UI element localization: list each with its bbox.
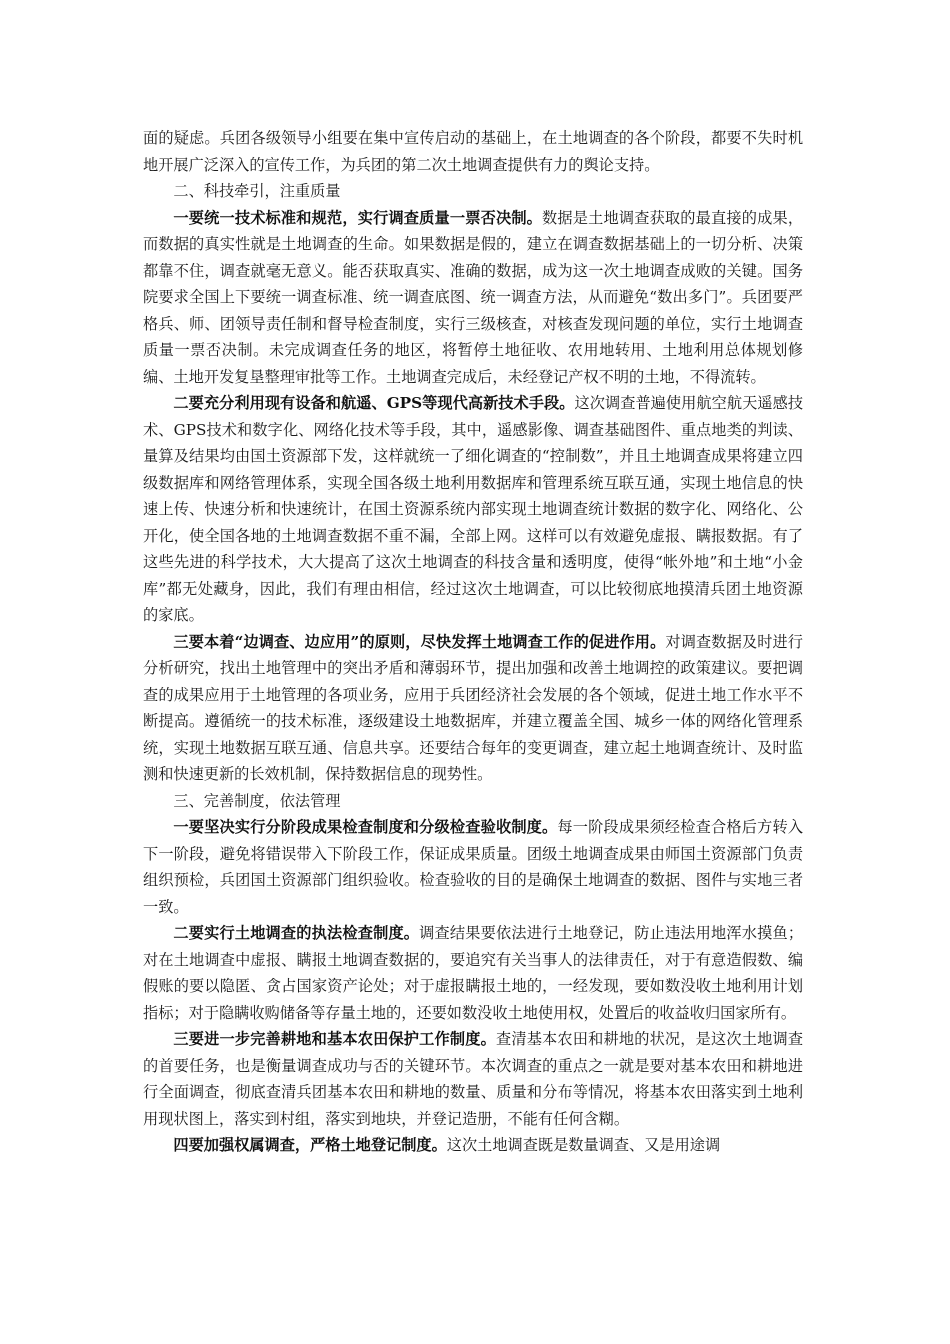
document-page <box>143 125 803 1159</box>
paragraph-lead: 三要本着“边调查、边应用”的原则，尽快发挥土地调查工作的促进作用。 <box>173 632 666 651</box>
paragraph-lead: 三要进一步完善耕地和基本农田保护工作制度。 <box>173 1030 496 1048</box>
paragraph-text: 对调查数据及时进行分析研究，找出土地管理中的突出矛盾和薄弱环节，提出加强和改善土地调控的政策建议。要把调查的成果应用于土地管理的各项业务，应用于兵团经济社会发展的各个领域，促进土地工作水平不断提高。遵循统一的技术标准，逐级建设土地数据库，并建立覆盖全国、城乡一体的网络化管理系统，实现土地数据互联互通、信息共享。还要结合每年的变更调查，建立起土地调查统计、及时监测和快速更新的长效机制，保持数据信息的现势性。 <box>143 632 803 783</box>
heading-text: 三、完善制度，依法管理 <box>173 791 341 810</box>
paragraph-lead: 四要加强权属调查，严格土地登记制度。 <box>173 1136 447 1154</box>
paragraph-text: 这次土地调查既是数量调查、又是用途调 <box>446 1136 721 1154</box>
paragraph-text: 这次调查普遍使用航空航天遥感技术、GPS技术和数字化、网络化技术等手段，其中，遥感影像、调查基础图件、重点地类的判读、量算及结果均由国土资源部下发，这样就统一了细化调查的“控制数”，并且土地调查成果将建立四级数据库和网络管理体系，实现全国各级土地利用数据库和管理系统互联互通，实现土地信息的快速上传、快速分析和快速统计，在国土资源系统内部实现土地调查统计数据的数字化、网络化、公开化，使全国各地的土地调查数据不重不漏，全部上网。这样可以有效避免虚报、瞒报数据。有了这些先进的科学技术，大大提高了这次土地调查的科技含量和透明度，使得“帐外地”和土地“小金库”都无处藏身，因此，我们有理由相信，经过这次土地调查，可以比较彻底地摸清兵团土地资源的家底。 <box>143 394 804 624</box>
paragraph-text: 调查结果要依法进行土地登记，防止违法用地浑水摸鱼；对在土地调查中虚报、瞒报土地调查数据的，要追究有关当事人的法律责任，对于有意造假数、编假账的要以隐匿、贪占国家资产论处；对于虚报瞒报土地的，一经发现，要如数没收土地利用计划指标；对于隐瞒收购储备等存量土地的，还要如数没收土地使用权，处置后的收益收归国家所有。 <box>143 924 804 1022</box>
section-heading-2 <box>143 178 803 205</box>
paragraph-3 <box>143 205 803 391</box>
paragraph-text: 查清基本农田和耕地的状况，是这次土地调查的首要任务，也是衡量调查成功与否的关键环节。本次调查的重点之一就是要对基本农田和耕地进行全面调查，彻底查清兵团基本农田和耕地的数量、质量和分布等情况，将基本农田落实到土地利用现状图上，落实到村组，落实到地块，并登记造册，不能有任何含糊。 <box>143 1030 804 1128</box>
section-heading-3 <box>143 788 803 815</box>
paragraph-text: 数据是土地调查获取的最直接的成果，而数据的真实性就是土地调查的生命。如果数据是假的，建立在调查数据基础上的一切分析、决策都靠不住，调查就毫无意义。能否获取真实、准确的数据，成为这一次土地调查成败的关键。国务院要求全国上下要统一调查标准、统一调查底图、统一调查方法，从而避免“数出多门”。兵团要严格兵、师、团领导责任制和督导检查制度，实行三级核查，对核查发现问题的单位，实行土地调查质量一票否决制。未完成调查任务的地区，将暂停土地征收、农用地转用、土地利用总体规划修编、土地开发复垦整理审批等工作。土地调查完成后，未经登记产权不明的土地，不得流转。 <box>143 208 804 386</box>
paragraph-5 <box>143 629 803 788</box>
paragraph-lead: 二要充分利用现有设备和航遥、GPS等现代高新技术手段。 <box>173 394 575 412</box>
paragraph-text: 面的疑虑。兵团各级领导小组要在集中宣传启动的基础上，在土地调查的各个阶段，都要不失时机地开展广泛深入的宣传工作，为兵团的第二次土地调查提供有力的舆论支持。 <box>143 129 803 174</box>
paragraph-9 <box>143 1026 803 1132</box>
paragraph-4 <box>143 390 803 629</box>
paragraph-lead: 二要实行土地调查的执法检查制度。 <box>173 924 420 942</box>
paragraph-8 <box>143 920 803 1026</box>
paragraph-7 <box>143 814 803 920</box>
paragraph-lead: 一要统一技术标准和规范，实行调查质量一票否决制。 <box>173 208 543 227</box>
paragraph-lead: 一要坚决实行分阶段成果检查制度和分级检查验收制度。 <box>173 818 558 836</box>
paragraph-text: 每一阶段成果须经检查合格后方转入下一阶段，避免将错误带入下阶段工作，保证成果质量。团级土地调查成果由师国土资源部门负责组织预检，兵团国土资源部门组织验收。检查验收的目的是确保土地调查的数据、图件与实地三者一致。 <box>143 818 804 916</box>
heading-text: 二、科技牵引，注重质量 <box>173 182 341 200</box>
paragraph-10 <box>143 1132 803 1159</box>
paragraph-1 <box>143 125 803 178</box>
